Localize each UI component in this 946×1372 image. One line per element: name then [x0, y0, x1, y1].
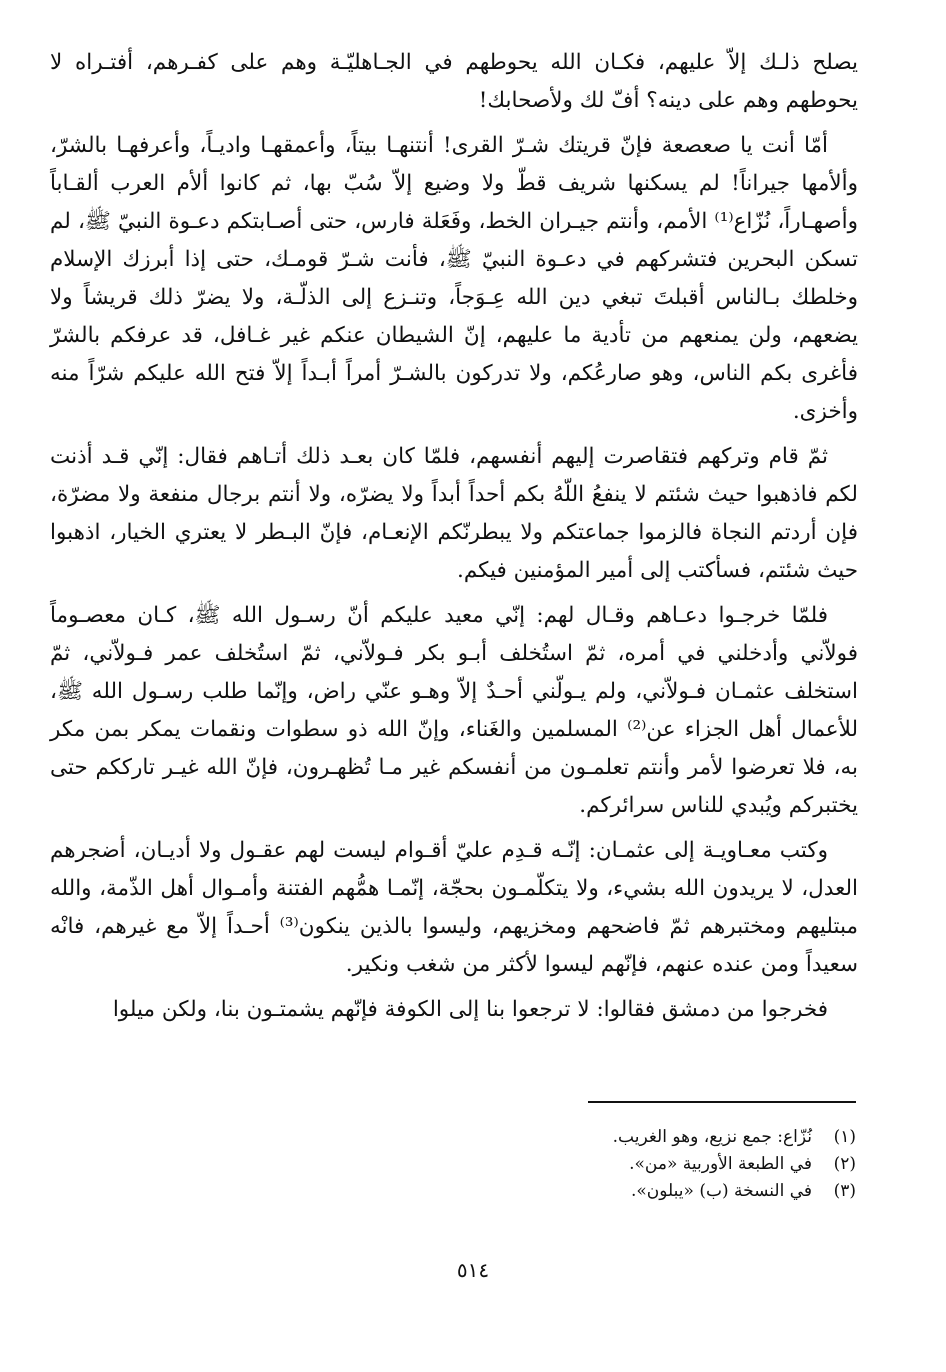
footnotes — [400, 1124, 856, 1205]
paragraph-6: فخرجوا من دمشق فقالوا: لا ترجعوا بنا إلى الكوفة فإنّهم يشمتـون بنا، ولكن ميلوا — [112, 997, 828, 1022]
page-number: ٥١٤ — [456, 1258, 490, 1282]
footnote-text: في النسخة (ب) «يبلون». — [630, 1181, 812, 1201]
footnote-text: في الطبعة الأوربية «من». — [629, 1154, 812, 1174]
footnote-text: نُزّاع: جمع نزيع، وهو الغريب. — [612, 1127, 812, 1147]
paragraph-5: وكتب معـاويـة إلى عثمـان: إنّـه قـدِم عليّ أقـوام ليست لهم عقـول ولا أديـان، أضجرهم العدل، لا يريدون الله بشيء، ولا يتكلّمـون بحجّة، إنّمـا همُّهم الفتنة وأمـوال أهل الذّمة، والله مبتليهم ومختبرهم ثمّ فاضحهم ومخزيهم، وليسوا بالذين ينكون⁽³⁾ أحـداً إلاّ مع غيرهم، فانْه سعيداً ومن عنده عنهم، فإنّهم ليسوا لأكثر من شغب ونكير. — [50, 838, 858, 977]
main-text — [50, 44, 858, 1029]
paragraph-1: يصلح ذلـك إلاّ عليهم، فكـان الله يحوطهم في الجـاهليّـة وهم على كفـرهم، أفتـراه لا يحوطهم وهم على دينه؟ أفّ لك ولأصحابك! — [50, 50, 858, 113]
footnote-1 — [400, 1124, 856, 1151]
footnote-3 — [400, 1178, 856, 1205]
footnote-divider — [588, 1101, 856, 1103]
paragraph-3: ثمّ قام وتركهم فتقاصرت إليهم أنفسهم، فلمّا كان بعـد ذلك أتـاهم فقال: إنّي قـد أذنت لكم فاذهبوا حيث شئتم لا ينفعُ اللّهُ بكم أحداً أبداً ولا يضرّه، ولا أنتم برجال منفعة ولا مضرّة، فإن أردتم النجاة فالزموا جماعتكم ولا يبطرنّكم الإنعـام، فإنّ البـطر لا يعتري الخيار، اذهبوا حيث شئتم، فسأكتب إلى أمير المؤمنين فيكم. — [50, 444, 858, 583]
paragraph-2: أمّا أنت يا صعصعة فإنّ قريتك شـرّ القرى! أنتنهـا بيتاً، وأعمقهـا واديـاً، وأعرفهـا بالشرّ، وألأمها جيراناً! لم يسكنها شريف قطّ ولا وضيع إلاّ سُبّ بها، ثم كانوا ألأم العرب ألقـاباً وأصهـاراً، نُزّاع⁽¹⁾ الأمم، وأنتم جيـران الخط، وفَعَلة فارس، حتى أصـابتكم دعـوة النبيّ ﷺ، لم تسكن البحرين فتشركهم في دعـوة النبيّ ﷺ، فأنت شـرّ قومـك، حتى إذا أبرزك الإسلام وخلطك بـالناس أقبلتَ تبغي دين الله عِـوَجاً، وتنـزع إلى الذلّـة، ولا يضرّ ذلك قريشاً ولا يضعهم، ولن يمنعهم من تأدية ما عليهم، إنّ الشيطان عنكم غير غـافل، قد عرفكم بالشرّ فأغرى بكم الناس، وهو صارعُكم، ولا تدركون بالشـرّ أمراً أبـداً إلاّ فتح الله عليكم شرّاً منه وأخزى. — [50, 133, 858, 424]
footnote-number: (١) — [833, 1127, 856, 1147]
footnote-number: (٢) — [833, 1154, 856, 1174]
paragraph-4: فلمّا خرجـوا دعـاهم وقـال لهم: إنّي معيد عليكم أنّ رسـول الله ﷺ، كـان معصـوماً فولاّني وأدخلني في أمره، ثمّ استُخلف أبـو بكر فـولاّني، ثمّ استُخلف عمر فـولاّني، ثمّ استخلف عثمـان فـولاّني، ولم يـولّني أحـدٌ إلاّ وهـو عنّي راض، وإنّما طلب رسـول الله ﷺ، للأعمال أهل الجزاء عن⁽²⁾ المسلمين والغَناء، وإنّ الله ذو سطوات ونقمات يمكر بمن مكر به، فلا تعرضوا لأمر وأنتم تعلمـون من أنفسكم غير مـا تُظهـرون، فإنّ الله غيـر تارككم حتى يختبركم ويُبدي للناس سرائركم. — [50, 603, 858, 818]
footnote-number: (٣) — [833, 1181, 856, 1201]
footnote-2 — [400, 1151, 856, 1178]
